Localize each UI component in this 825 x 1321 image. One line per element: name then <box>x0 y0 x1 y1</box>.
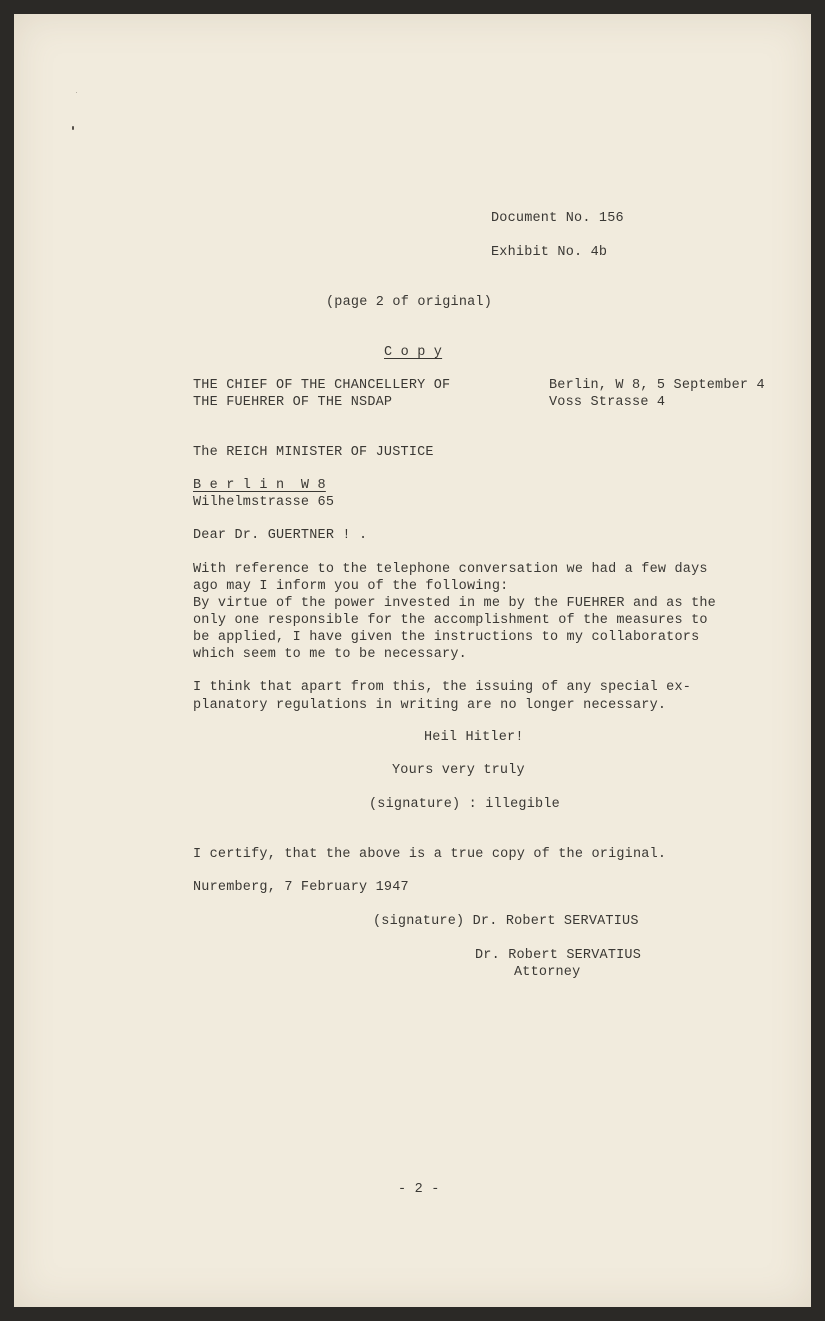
greeting: Heil Hitler! <box>424 730 524 745</box>
body-line: I think that apart from this, the issuing of any special ex- <box>193 680 692 695</box>
sender-line-1: THE CHIEF OF THE CHANCELLERY OF <box>193 378 451 393</box>
ink-speck <box>72 126 74 130</box>
recipient-street: Wilhelmstrasse 65 <box>193 495 335 510</box>
sender-line-2: THE FUEHRER OF THE NSDAP <box>193 395 393 410</box>
sender-street: Voss Strasse 4 <box>549 395 666 410</box>
page-number: - 2 - <box>398 1182 440 1197</box>
body-line: planatory regulations in writing are no longer necessary. <box>193 698 667 713</box>
page-note: (page 2 of original) <box>326 295 493 310</box>
attorney-signature: (signature) Dr. Robert SERVATIUS <box>373 914 639 929</box>
salutation: Dear Dr. GUERTNER ! . <box>193 528 368 543</box>
attorney-title: Attorney <box>514 965 581 980</box>
body-line: ago may I inform you of the following: <box>193 579 509 594</box>
document-number: Document No. 156 <box>491 211 624 226</box>
closing: Yours very truly <box>392 763 525 778</box>
recipient-title: The REICH MINISTER OF JUSTICE <box>193 445 434 460</box>
body-line: be applied, I have given the instructions to my collaborators <box>193 630 700 645</box>
attorney-name: Dr. Robert SERVATIUS <box>475 948 642 963</box>
certification-statement: I certify, that the above is a true copy of the original. <box>193 847 667 862</box>
body-line: only one responsible for the accomplishment of the measures to <box>193 613 708 628</box>
copy-heading: C o p y <box>384 345 443 360</box>
recipient-city: B e r l i n W 8 <box>193 478 326 493</box>
body-line: which seem to me to be necessary. <box>193 647 467 662</box>
exhibit-number: Exhibit No. 4b <box>491 245 608 260</box>
document-page <box>14 14 811 1307</box>
letter-signature: (signature) : illegible <box>369 797 560 812</box>
body-line: With reference to the telephone conversation we had a few days <box>193 562 708 577</box>
sender-place-date: Berlin, W 8, 5 September 4 <box>549 378 765 393</box>
ink-speck <box>76 92 77 93</box>
body-line: By virtue of the power invested in me by the FUEHRER and as the <box>193 596 716 611</box>
certification-place-date: Nuremberg, 7 February 1947 <box>193 880 409 895</box>
